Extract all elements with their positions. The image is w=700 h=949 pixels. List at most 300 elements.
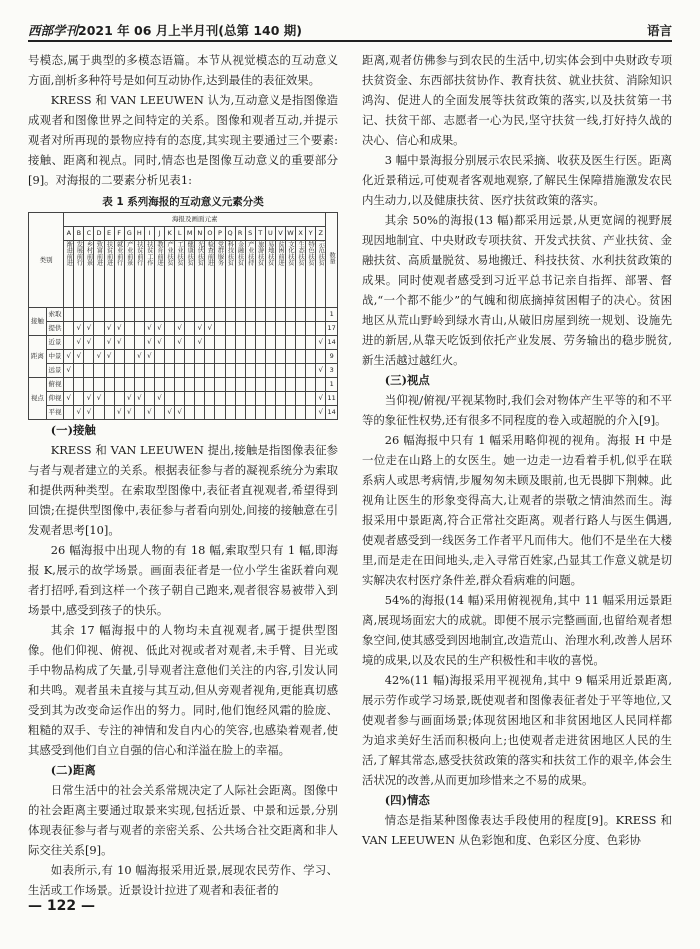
check-cell <box>316 322 326 336</box>
check-cell <box>255 308 265 322</box>
check-cell <box>225 336 235 350</box>
table-caption: 表 1 系列海报的互动意义元素分类 <box>102 196 264 208</box>
check-cell <box>285 378 295 392</box>
check-cell <box>195 378 205 392</box>
check-cell <box>154 350 164 364</box>
check-cell: √ <box>205 322 215 336</box>
check-cell <box>296 308 306 322</box>
check-cell <box>306 336 316 350</box>
check-cell: √ <box>316 336 326 350</box>
check-cell: √ <box>74 322 84 336</box>
row-count: 14 <box>326 406 338 420</box>
check-cell: √ <box>64 350 74 364</box>
left-column <box>28 50 338 900</box>
check-cell <box>175 392 185 406</box>
check-cell <box>94 378 104 392</box>
check-cell <box>255 378 265 392</box>
row-count: 9 <box>326 350 338 364</box>
check-cell <box>205 336 215 350</box>
check-cell: √ <box>316 406 326 420</box>
check-cell <box>154 406 164 420</box>
check-cell <box>205 378 215 392</box>
poster-label: 金融扶贫 <box>235 241 245 308</box>
section-heading: (四)情态 <box>384 793 430 807</box>
poster-letter: W <box>285 227 295 241</box>
check-cell <box>205 406 215 420</box>
paragraph: 26 幅海报中只有 1 幅采用略仰视的视角。海报 H 中是一位走在山路上的女医生。她一边走一边看着手机,似乎在联系病人或思考病情,步履匆匆未顾及眼前,也无畏脚下荆棘。此视角让医生的形象变得高大,让观者的崇敬之情油然而生。海报采用中景距离,符合正常社交距离。观者行路人与医生偶遇,使观者感受到一线医务工作者平凡而伟大。他们不是坐在大楼里,而是走在田间地头,走入寻常百姓家,凸显其工作意义就是切实解决农村医疗条件差,群众看病难的问题。 <box>362 433 672 587</box>
paragraph: 其余 17 幅海报中的人物均未直视观者,属于提供型图像。他们仰视、俯视、低此对视或者对观者,未手臂、目光或手中物品构成了矢量,引导观者注意他们关注的内容,引发认同和共鸣。观者虽未直接与其互动,但从旁观者视角,更能真切感受到其为改变命运作出的努力。同时,他们饱经风霜的脸庞、粗糙的双手、专注的神情和发自内心的笑容,也感染着观者,使其感受到他们自立自强的信心和洋溢在脸上的幸福。 <box>28 623 338 757</box>
check-cell <box>215 378 225 392</box>
paragraph: 42%(11 幅)海报采用平视视角,其中 9 幅采用近景距离,展示劳作或学习场景,既使观者和图像表征者处于平等地位,又使观者参与画面场景;体现贫困地区和非贫困地区人民同样都为追求美好生活而积极向上;也使观者走进贫困地区人民的生活,了解其常态,感受扶贫政策的落实和扶贫工作的艰辛,体会生活状况的改善,从而更加珍惜来之不易的成果。 <box>362 673 672 787</box>
check-cell <box>175 308 185 322</box>
journal-masthead <box>28 21 302 39</box>
letters-row <box>29 227 338 241</box>
check-cell <box>64 378 74 392</box>
poster-label: 文化扶贫 <box>285 241 295 308</box>
check-cell: √ <box>316 364 326 378</box>
check-cell <box>154 378 164 392</box>
row-label: 远景 <box>46 364 64 378</box>
row-count: 1 <box>326 308 338 322</box>
check-cell <box>134 308 144 322</box>
check-cell <box>185 406 195 420</box>
check-cell <box>235 392 245 406</box>
poster-letter: F <box>114 227 124 241</box>
poster-letter: V <box>275 227 285 241</box>
check-cell <box>245 322 255 336</box>
check-cell <box>215 336 225 350</box>
check-cell <box>306 378 316 392</box>
poster-label: 示范扶贫 <box>316 241 326 308</box>
check-cell <box>185 308 195 322</box>
check-cell <box>235 322 245 336</box>
check-cell: √ <box>84 392 94 406</box>
poster-letter: B <box>74 227 84 241</box>
poster-letter: E <box>104 227 114 241</box>
check-cell <box>124 378 134 392</box>
check-cell: √ <box>144 406 154 420</box>
check-cell <box>296 364 306 378</box>
poster-letter: D <box>94 227 104 241</box>
check-cell: √ <box>195 322 205 336</box>
check-cell <box>265 364 275 378</box>
check-cell <box>225 364 235 378</box>
check-cell <box>74 392 84 406</box>
paragraph: 如表所示,有 10 幅海报采用近景,展现农民劳作、学习、生活或工作场景。近景设计拉进了观者和表征者的 <box>28 863 338 897</box>
check-cell <box>175 350 185 364</box>
check-cell <box>185 378 195 392</box>
check-cell <box>185 392 195 406</box>
check-cell <box>275 392 285 406</box>
row-count: 3 <box>326 364 338 378</box>
check-cell <box>94 308 104 322</box>
check-cell <box>134 364 144 378</box>
check-cell <box>306 364 316 378</box>
row-label: 中景 <box>46 350 64 364</box>
check-cell <box>265 378 275 392</box>
check-cell <box>94 364 104 378</box>
table-row <box>29 350 338 364</box>
check-cell <box>255 392 265 406</box>
check-cell <box>114 350 124 364</box>
check-cell <box>275 322 285 336</box>
check-cell <box>84 308 94 322</box>
poster-label: 教育前进 <box>154 241 164 308</box>
row-label: 仰视 <box>46 392 64 406</box>
check-cell <box>296 322 306 336</box>
check-cell <box>215 350 225 364</box>
check-cell <box>265 336 275 350</box>
check-cell <box>255 336 265 350</box>
check-cell: √ <box>94 350 104 364</box>
check-cell <box>285 392 295 406</box>
section-heading: (一)接触 <box>50 423 96 437</box>
check-cell: √ <box>104 350 114 364</box>
poster-label: 易地扶贫 <box>265 241 275 308</box>
check-cell <box>225 406 235 420</box>
check-cell <box>215 308 225 322</box>
check-cell <box>235 378 245 392</box>
check-cell <box>215 406 225 420</box>
poster-letter: Q <box>225 227 235 241</box>
check-cell <box>154 308 164 322</box>
check-cell <box>114 308 124 322</box>
poster-letter: O <box>205 227 215 241</box>
poster-letter: G <box>124 227 134 241</box>
check-cell: √ <box>144 350 154 364</box>
poster-label: 贫困前进 <box>275 241 285 308</box>
poster-letter: L <box>175 227 185 241</box>
check-cell <box>265 350 275 364</box>
check-cell <box>185 350 195 364</box>
check-cell: √ <box>175 406 185 420</box>
check-cell <box>275 308 285 322</box>
paragraph: 26 幅海报中出现人物的有 18 幅,索取型只有 1 幅,即海报 K,展示的故学场景。画面表征者是一位小学生雀跃着向观者打招呼,看到这样一个孩子朝自己跑来,观者很容易被带入到场景中,感受到孩子的快乐。 <box>28 543 338 617</box>
check-cell <box>104 308 114 322</box>
poster-letter: I <box>144 227 154 241</box>
table-row <box>29 406 338 420</box>
check-cell <box>245 350 255 364</box>
poster-letter: C <box>84 227 94 241</box>
poster-label: 扶贫前行 <box>134 241 144 308</box>
poster-letter: T <box>255 227 265 241</box>
check-cell <box>255 406 265 420</box>
check-cell <box>104 378 114 392</box>
check-cell <box>255 322 265 336</box>
check-cell: √ <box>144 322 154 336</box>
table-row <box>29 322 338 336</box>
check-cell <box>165 322 175 336</box>
check-cell: √ <box>114 406 124 420</box>
check-cell <box>255 364 265 378</box>
paragraph: 54%的海报(14 幅)采用俯视视角,其中 11 幅采用远景距离,展现场面宏大的成就。即便不展示完整画面,也留给观者想象空间,使其感受到因地制宜,改造荒山、治理水利,改善人居环境的成果,以及农民的生产积极性和丰收的喜悦。 <box>362 593 672 667</box>
paragraph: 号模态,属于典型的多模态语篇。本节从视觉模态的互动意义方面,剖析多种符号是如何互动协作,达到最佳的表征效果。 <box>28 53 338 87</box>
poster-label: 光伏扶贫 <box>195 241 205 308</box>
table-row <box>29 364 338 378</box>
paragraph: 距离,观者仿佛参与到农民的生活中,切实体会到中央财政专项扶贫资金、东西部扶贫协作、教育扶贫、就业扶贫、消除知识鸿沟、促进人的全面发展等扶贫政策的落实,以及扶贫第一书记、扶贫干部、志愿者一心为民,坚守扶贫一线,打好持久战的决心、信心和成果。 <box>362 53 672 147</box>
paragraph: KRESS 和 VAN LEEUWEN 提出,接触是指图像表征参与者与观者建立的关系。根据表征参与者的凝视系统分为索取和提供两种类型。在索取型图像中,表征者直视观者,希望得到回馈;在提供型图像中,表征参与者看向别处,间接的接触意在引发观者思考[10]。 <box>28 443 338 537</box>
check-cell <box>165 350 175 364</box>
check-cell <box>205 350 215 364</box>
check-cell <box>306 406 316 420</box>
check-cell <box>124 308 134 322</box>
check-cell <box>225 392 235 406</box>
check-cell <box>285 308 295 322</box>
check-cell <box>306 308 316 322</box>
check-cell <box>225 350 235 364</box>
check-cell <box>265 322 275 336</box>
poster-label: 扶贫工作 <box>144 241 154 308</box>
check-cell: √ <box>175 336 185 350</box>
check-cell <box>144 392 154 406</box>
check-cell <box>205 392 215 406</box>
paragraph: 3 幅中景海报分别展示农民采摘、收获及医生行医。距离化近景稍远,可使观者客观地观察,了解民生保障措施激发农民内生动力,以及健康扶贫、医疗扶贫政策的落实。 <box>362 153 672 207</box>
poster-letter: J <box>154 227 164 241</box>
poster-label: 就业前行 <box>114 241 124 308</box>
right-column <box>362 50 672 850</box>
journal-name: 西部学刊 <box>28 23 79 38</box>
check-cell <box>245 392 255 406</box>
check-cell <box>124 350 134 364</box>
check-cell: √ <box>195 336 205 350</box>
poster-letter: A <box>64 227 74 241</box>
check-cell <box>215 364 225 378</box>
paragraph: KRESS 和 VAN LEEUWEN 认为,互动意义是指图像造成观者和图像世界之间特定的关系。图像和观者互动,并提示观者对所再现的景物应持有的态度,其实现主要通过三个要素:接触、距离和视点。同时,情态也是图像互动意义的重要部分[9]。对海报的二要素分析见表1: <box>28 93 338 187</box>
section-label: 语言 <box>646 23 672 38</box>
check-cell <box>154 364 164 378</box>
check-cell: √ <box>114 336 124 350</box>
poster-letter: H <box>134 227 144 241</box>
section-heading: (二)距离 <box>50 763 96 777</box>
check-cell <box>185 364 195 378</box>
check-cell <box>165 392 175 406</box>
poster-letter: N <box>195 227 205 241</box>
check-cell: √ <box>154 392 164 406</box>
check-cell <box>84 350 94 364</box>
check-cell: √ <box>175 322 185 336</box>
check-cell <box>165 308 175 322</box>
poster-label: 发展前行 <box>74 241 84 308</box>
check-cell <box>316 378 326 392</box>
table-row <box>29 392 338 406</box>
check-cell <box>275 350 285 364</box>
row-count: 11 <box>326 392 338 406</box>
check-cell <box>165 364 175 378</box>
check-cell <box>225 308 235 322</box>
page-number: — 122 — <box>28 898 95 914</box>
check-cell <box>285 350 295 364</box>
table-row <box>29 308 338 322</box>
check-cell: √ <box>154 336 164 350</box>
check-cell <box>195 406 205 420</box>
check-cell <box>104 392 114 406</box>
poster-letter: P <box>215 227 225 241</box>
check-cell <box>215 392 225 406</box>
check-cell <box>144 364 154 378</box>
check-cell <box>175 378 185 392</box>
check-cell <box>235 350 245 364</box>
check-cell <box>74 378 84 392</box>
check-cell: √ <box>104 336 114 350</box>
check-cell <box>124 364 134 378</box>
check-cell <box>296 336 306 350</box>
check-cell: √ <box>74 350 84 364</box>
check-cell <box>144 308 154 322</box>
check-cell <box>285 406 295 420</box>
check-cell <box>316 350 326 364</box>
check-cell: √ <box>84 322 94 336</box>
check-cell <box>255 350 265 364</box>
check-cell <box>84 364 94 378</box>
poster-label: 渐进前进 <box>64 241 74 308</box>
poster-label: 科技扶贫 <box>225 241 235 308</box>
check-cell: √ <box>114 322 124 336</box>
check-cell <box>104 406 114 420</box>
section-heading: (三)视点 <box>384 373 430 387</box>
check-cell <box>306 322 316 336</box>
check-cell <box>215 322 225 336</box>
check-cell <box>165 336 175 350</box>
interaction-elements-table <box>28 212 338 420</box>
table-row <box>29 378 338 392</box>
poster-label: 健康扶贫 <box>185 241 195 308</box>
check-cell <box>275 378 285 392</box>
group-header: 海报及画面元素 <box>64 213 326 227</box>
check-cell <box>195 392 205 406</box>
check-cell: √ <box>124 392 134 406</box>
check-cell <box>235 336 245 350</box>
check-cell <box>235 308 245 322</box>
check-cell: √ <box>74 406 84 420</box>
check-cell <box>124 322 134 336</box>
poster-label: 产业前景 <box>124 241 134 308</box>
check-cell: √ <box>74 336 84 350</box>
check-cell: √ <box>94 392 104 406</box>
check-cell: √ <box>64 392 74 406</box>
row-label: 俯视 <box>46 378 64 392</box>
paragraph: 其余 50%的海报(13 幅)都采用远景,从更宽阔的视野展现因地制宜、中央财政专项扶贫、开发式扶贫、产业扶贫、金融扶贫、高质量脱贫、易地搬迁、科技扶贫、水利扶贫政策的成果。同时使观者感受到习近平总书记亲自指挥、部署、督战,“一个都不能少”的气魄和彻底摘掉贫困帽子的决心。贫困地区从荒山野岭到绿水青山,从破旧房屋到统一规划、设施先进的新居,从靠天吃饭到依托产业发展、劳务输出的稳步脱贫,新生活越过越红火。 <box>362 213 672 367</box>
check-cell <box>296 406 306 420</box>
check-cell <box>245 308 255 322</box>
check-cell <box>316 308 326 322</box>
row-label: 近景 <box>46 336 64 350</box>
check-cell <box>104 364 114 378</box>
check-cell <box>275 364 285 378</box>
check-cell <box>265 308 275 322</box>
check-cell <box>74 308 84 322</box>
poster-letter: M <box>185 227 195 241</box>
group-name: 距离 <box>29 336 47 378</box>
check-cell <box>225 378 235 392</box>
check-cell: √ <box>316 392 326 406</box>
poster-label: 乡村前景 <box>84 241 94 308</box>
check-cell <box>245 336 255 350</box>
check-cell <box>64 406 74 420</box>
category-header: 类别 <box>29 213 64 308</box>
row-label: 平视 <box>46 406 64 420</box>
poster-letter: R <box>235 227 245 241</box>
poster-label: 党群服务 <box>215 241 225 308</box>
issue-info: 2021 年 06 月上半月刊(总第 140 期) <box>78 23 302 38</box>
check-cell <box>144 378 154 392</box>
check-cell <box>94 406 104 420</box>
poster-letter: Z <box>316 227 326 241</box>
check-cell <box>245 364 255 378</box>
check-cell <box>134 378 144 392</box>
check-cell: √ <box>165 406 175 420</box>
group-name: 视点 <box>29 378 47 420</box>
check-cell <box>84 378 94 392</box>
check-cell <box>134 322 144 336</box>
poster-letter: U <box>265 227 275 241</box>
poster-letter: X <box>296 227 306 241</box>
count-header: 数量 <box>326 213 338 308</box>
check-cell <box>175 364 185 378</box>
check-cell <box>195 308 205 322</box>
check-cell <box>296 392 306 406</box>
poster-label: 特色扶贫 <box>306 241 316 308</box>
check-cell <box>306 392 316 406</box>
row-count: 14 <box>326 336 338 350</box>
check-cell: √ <box>84 406 94 420</box>
check-cell: √ <box>84 336 94 350</box>
row-label: 索取 <box>46 308 64 322</box>
check-cell <box>296 378 306 392</box>
check-cell <box>74 364 84 378</box>
row-count: 17 <box>326 322 338 336</box>
poster-label: 旅游扶贫 <box>255 241 265 308</box>
check-cell: √ <box>124 406 134 420</box>
check-cell <box>114 364 124 378</box>
check-cell <box>64 336 74 350</box>
labels-row <box>29 241 338 308</box>
paragraph: 日常生活中的社会关系常规决定了人际社会距离。图像中的社会距离主要通过取景来实现,包括近景、中景和远景,分别体现表征参与者与观者的亲密关系、公共场合社交距离和非人际交往关系[9]。 <box>28 783 338 857</box>
row-count: 1 <box>326 378 338 392</box>
check-cell <box>195 350 205 364</box>
check-cell: √ <box>64 364 74 378</box>
check-cell <box>114 378 124 392</box>
check-cell <box>306 350 316 364</box>
check-cell <box>134 406 144 420</box>
check-cell <box>245 378 255 392</box>
check-cell <box>296 350 306 364</box>
check-cell <box>205 308 215 322</box>
check-cell <box>64 308 74 322</box>
check-cell <box>124 336 134 350</box>
check-cell <box>205 364 215 378</box>
check-cell <box>94 336 104 350</box>
check-cell <box>165 378 175 392</box>
poster-letter: S <box>245 227 255 241</box>
page-header <box>28 18 672 42</box>
poster-letter: K <box>165 227 175 241</box>
check-cell <box>285 364 295 378</box>
poster-label: 扶贫前进 <box>104 241 114 308</box>
check-cell: √ <box>144 336 154 350</box>
poster-label: 致富前进 <box>94 241 104 308</box>
check-cell <box>114 392 124 406</box>
check-cell <box>285 322 295 336</box>
row-label: 提供 <box>46 322 64 336</box>
paragraph: 情态是指某种图像表达手段使用的程度[9]。KRESS 和 VAN LEEUWEN 从色彩饱和度、色彩区分度、色彩协 <box>362 813 672 847</box>
check-cell: √ <box>134 392 144 406</box>
check-cell: √ <box>134 350 144 364</box>
poster-letter: Y <box>306 227 316 241</box>
check-cell <box>185 336 195 350</box>
check-cell <box>285 336 295 350</box>
poster-label: 检查前进 <box>205 241 215 308</box>
group-name: 接触 <box>29 308 47 336</box>
